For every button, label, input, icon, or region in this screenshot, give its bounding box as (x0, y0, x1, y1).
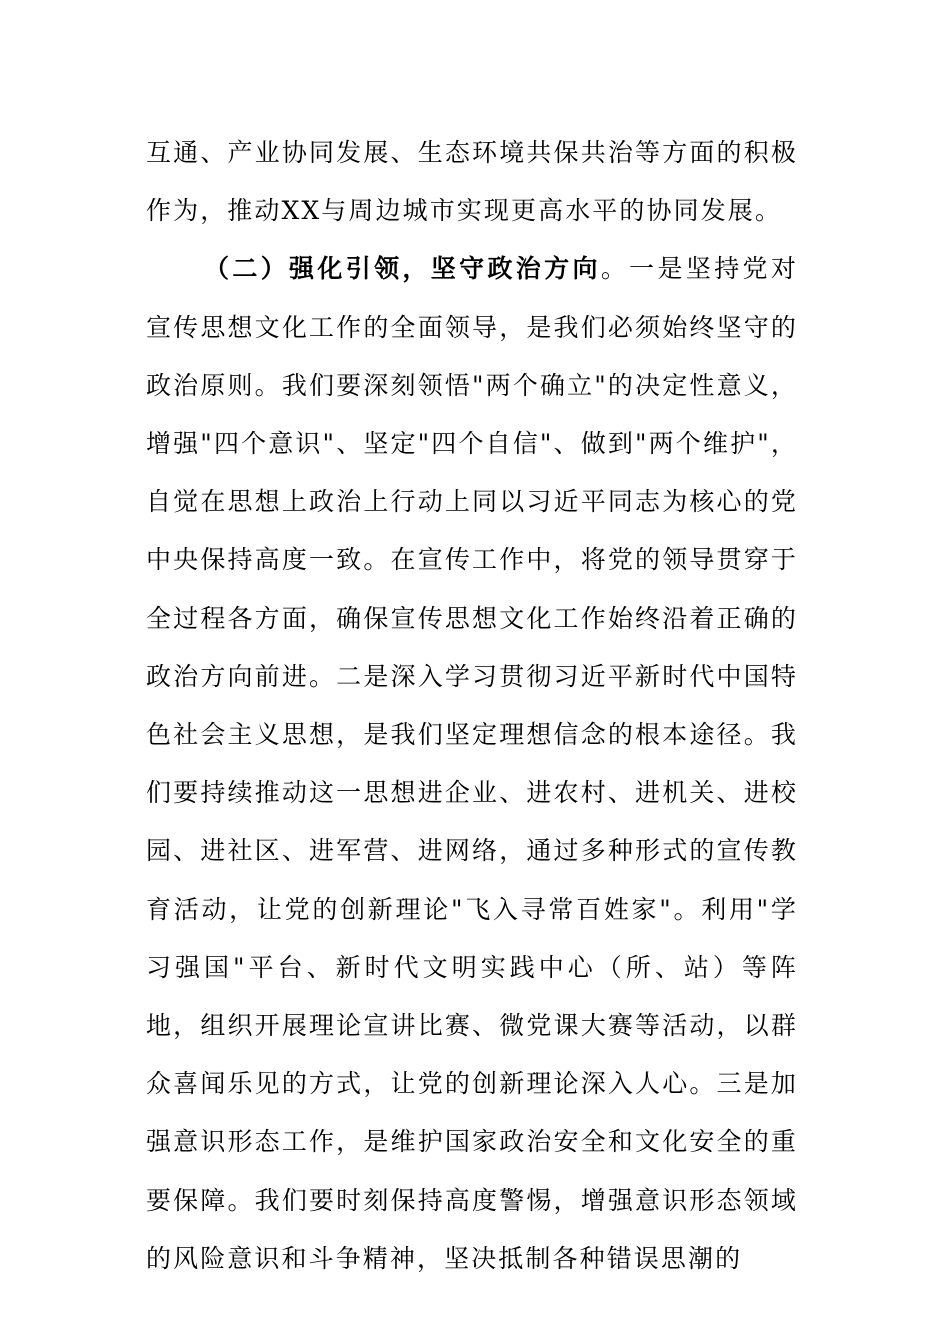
section-body: 。一是坚持党对宣传思想文化工作的全面领导，是我们必须始终坚守的政治原则。我们要深刻领悟"两个确立"的决定性意义，增强"四个意识"、坚定"四个自信"、做到"两个维护"，自觉在思想上政治上行动上同以习近平同志为核心的党中央保持高度一致。在宣传工作中，将党的领导贯穿于全过程各方面，确保宣传思想文化工作始终沿着正确的政治方向前进。二是深入学习贯彻习近平新时代中国特色社会主义思想，是我们坚定理想信念的根本途径。我们要持续推动这一思想进企业、进农村、进机关、进校园、进社区、进军营、进网络，通过多种形式的宣传教育活动，让党的创新理论"飞入寻常百姓家"。利用"学习强国"平台、新时代文明实践中心（所、站）等阵地，组织开展理论宣讲比赛、微党课大赛等活动，以群众喜闻乐见的方式，让党的创新理论深入人心。三是加强意识形态工作，是维护国家政治安全和文化安全的重要保障。我们要时刻保持高度警惕，增强意识形态领域的风险意识和斗争精神，坚决抵制各种错误思潮的 (146, 254, 798, 1273)
document-body (146, 124, 798, 1288)
section-heading: （二）强化引领，坚守政治方向 (204, 254, 601, 284)
paragraph-section-two (146, 240, 798, 1288)
paragraph-continuation: 互通、产业协同发展、生态环境共保共治等方面的积极作为，推动XX与周边城市实现更高水平的协同发展。 (146, 138, 798, 226)
